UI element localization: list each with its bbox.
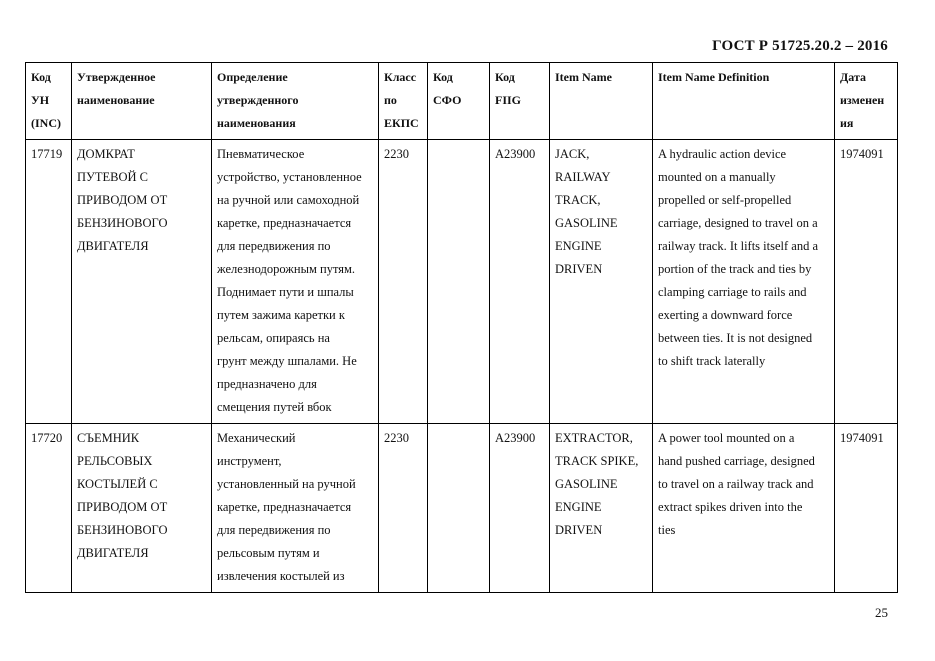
cell-item-name: EXTRACTOR, TRACK SPIKE, GASOLINE ENGINE DRIVEN (550, 424, 653, 593)
page-number: 25 (875, 605, 888, 620)
cell-change-date: 1974091 (835, 140, 898, 424)
column-header-item-name-definition: Item Name Definition (653, 63, 835, 140)
table-row (26, 424, 898, 593)
column-header-inc: Код УН (INC) (26, 63, 72, 140)
column-header-sfo-code: Код СФО (428, 63, 490, 140)
cell-ekps-class: 2230 (379, 140, 428, 424)
cell-ekps-class: 2230 (379, 424, 428, 593)
cell-fiig-code: A23900 (490, 424, 550, 593)
cell-item-name: JACK, RAILWAY TRACK, GASOLINE ENGINE DRIVEN (550, 140, 653, 424)
column-header-definition: Определение утвержденного наименования (212, 63, 379, 140)
cell-change-date: 1974091 (835, 424, 898, 593)
cell-definition-ru: Механический инструмент, установленный на ручной каретке, предназначается для передвижения по рельсовым путям и извлечения костылей из (212, 424, 379, 593)
item-name-table (25, 62, 898, 593)
document-standard-title: ГОСТ Р 51725.20.2 – 2016 (712, 38, 888, 54)
cell-approved-name: СЪЕМНИК РЕЛЬСОВЫХ КОСТЫЛЕЙ С ПРИВОДОМ ОТ БЕНЗИНОВОГО ДВИГАТЕЛЯ (72, 424, 212, 593)
column-header-item-name: Item Name (550, 63, 653, 140)
cell-fiig-code: A23900 (490, 140, 550, 424)
cell-inc: 17719 (26, 140, 72, 424)
table-header-row (26, 63, 898, 140)
cell-item-name-definition: A power tool mounted on a hand pushed carriage, designed to travel on a railway track and extract spikes driven into the ties (653, 424, 835, 593)
cell-sfo-code (428, 140, 490, 424)
cell-approved-name: ДОМКРАТ ПУТЕВОЙ С ПРИВОДОМ ОТ БЕНЗИНОВОГО ДВИГАТЕЛЯ (72, 140, 212, 424)
column-header-change-date: Дата изменен ия (835, 63, 898, 140)
column-header-ekps-class: Класс по ЕКПС (379, 63, 428, 140)
cell-inc: 17720 (26, 424, 72, 593)
cell-sfo-code (428, 424, 490, 593)
table-row (26, 140, 898, 424)
cell-definition-ru: Пневматическое устройство, установленное на ручной или самоходной каретке, предназначается для передвижения по железнодорожным путям. Поднимает пути и шпалы путем зажима каретки к рельсам, опираясь на грунт между шпалами. Не предназначено для смещения путей вбок (212, 140, 379, 424)
cell-item-name-definition: A hydraulic action device mounted on a manually propelled or self-propelled carriage, designed to travel on a railway track. It lifts itself and a portion of the track and ties by clamping carriage to rails and exerting a downward force between ties. It is not designed to shift track laterally (653, 140, 835, 424)
column-header-approved-name: Утвержденное наименование (72, 63, 212, 140)
column-header-fiig-code: Код FIIG (490, 63, 550, 140)
